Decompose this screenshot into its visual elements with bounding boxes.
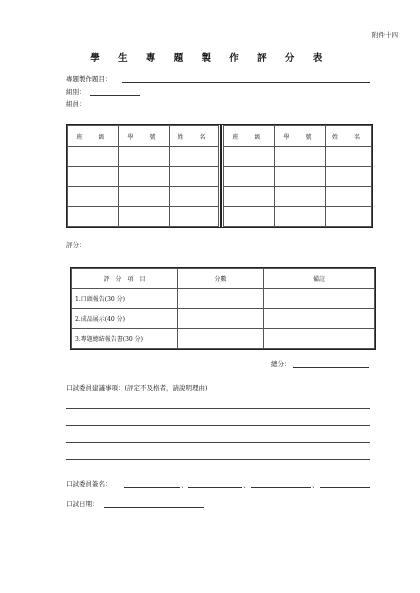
header-student-id: 學 號 [275, 126, 326, 147]
header-score-item: 評 分 項 目 [72, 269, 178, 289]
header-name: 姓 名 [326, 126, 372, 147]
signature-separator: 、 [312, 481, 319, 489]
table-cell[interactable] [224, 207, 275, 227]
header-name: 姓 名 [170, 126, 219, 147]
remarks-cell[interactable] [264, 289, 375, 309]
table-cell[interactable] [275, 187, 326, 207]
total-label: 總分： [271, 360, 291, 368]
table-cell[interactable] [68, 147, 119, 167]
table-cell[interactable] [170, 167, 219, 187]
header-remarks: 備註 [264, 269, 375, 289]
table-cell[interactable] [68, 207, 119, 227]
score-item: 1.口頭報告(30 分) [72, 289, 178, 309]
table-divider [220, 125, 222, 227]
table-cell[interactable] [170, 187, 219, 207]
score-cell[interactable] [178, 329, 264, 349]
page-title: 學 生 專 題 製 作 評 分 表 [90, 53, 330, 64]
group-field[interactable] [90, 95, 140, 96]
suggestion-line[interactable] [66, 425, 370, 426]
table-cell[interactable] [224, 167, 275, 187]
signature-field[interactable] [251, 487, 311, 488]
signature-separator: 、 [181, 481, 188, 489]
signature-field[interactable] [320, 487, 370, 488]
header-class: 班 級 [68, 126, 119, 147]
signature-separator: 、 [243, 481, 250, 489]
table-cell[interactable] [119, 147, 170, 167]
table-cell[interactable] [275, 207, 326, 227]
score-cell[interactable] [178, 309, 264, 329]
annex-label: 附件十四 [372, 31, 398, 39]
score-item: 2.成品展示(40 分) [72, 309, 178, 329]
suggestion-line[interactable] [66, 459, 370, 460]
table-cell[interactable] [224, 147, 275, 167]
table-cell[interactable] [170, 147, 219, 167]
table-cell[interactable] [119, 167, 170, 187]
table-cell[interactable] [275, 147, 326, 167]
remarks-cell[interactable] [264, 309, 375, 329]
table-cell[interactable] [275, 167, 326, 187]
date-label: 口試日期： [66, 500, 99, 508]
suggestion-line[interactable] [66, 442, 370, 443]
header-student-id: 學 號 [119, 126, 170, 147]
group-label: 組別： [66, 88, 86, 96]
table-cell[interactable] [170, 207, 219, 227]
project-title-label: 專題製作題目： [66, 75, 112, 83]
table-cell[interactable] [224, 187, 275, 207]
members-label: 組員： [66, 100, 86, 108]
table-cell[interactable] [326, 167, 372, 187]
score-cell[interactable] [178, 289, 264, 309]
score-item: 3.專題總結報告書(30 分) [72, 329, 178, 349]
header-class: 班 級 [224, 126, 275, 147]
table-cell[interactable] [326, 187, 372, 207]
table-cell[interactable] [68, 167, 119, 187]
table-cell[interactable] [326, 147, 372, 167]
table-cell[interactable] [68, 187, 119, 207]
suggestion-line[interactable] [66, 408, 370, 409]
signature-field[interactable] [188, 487, 242, 488]
suggestion-label: 口試委員建議事項：(評定不及格者，請說明理由) [66, 384, 208, 392]
table-cell[interactable] [119, 187, 170, 207]
date-field[interactable] [104, 507, 204, 508]
project-title-field[interactable] [122, 82, 370, 83]
table-cell[interactable] [119, 207, 170, 227]
signature-label: 口試委員簽名： [66, 480, 112, 488]
score-table [70, 267, 376, 350]
header-score: 分數 [178, 269, 264, 289]
signature-field[interactable] [124, 487, 180, 488]
remarks-cell[interactable] [264, 329, 375, 349]
total-field[interactable] [293, 367, 369, 368]
score-label: 評分： [66, 241, 86, 249]
table-cell[interactable] [326, 207, 372, 227]
member-table [66, 124, 373, 228]
